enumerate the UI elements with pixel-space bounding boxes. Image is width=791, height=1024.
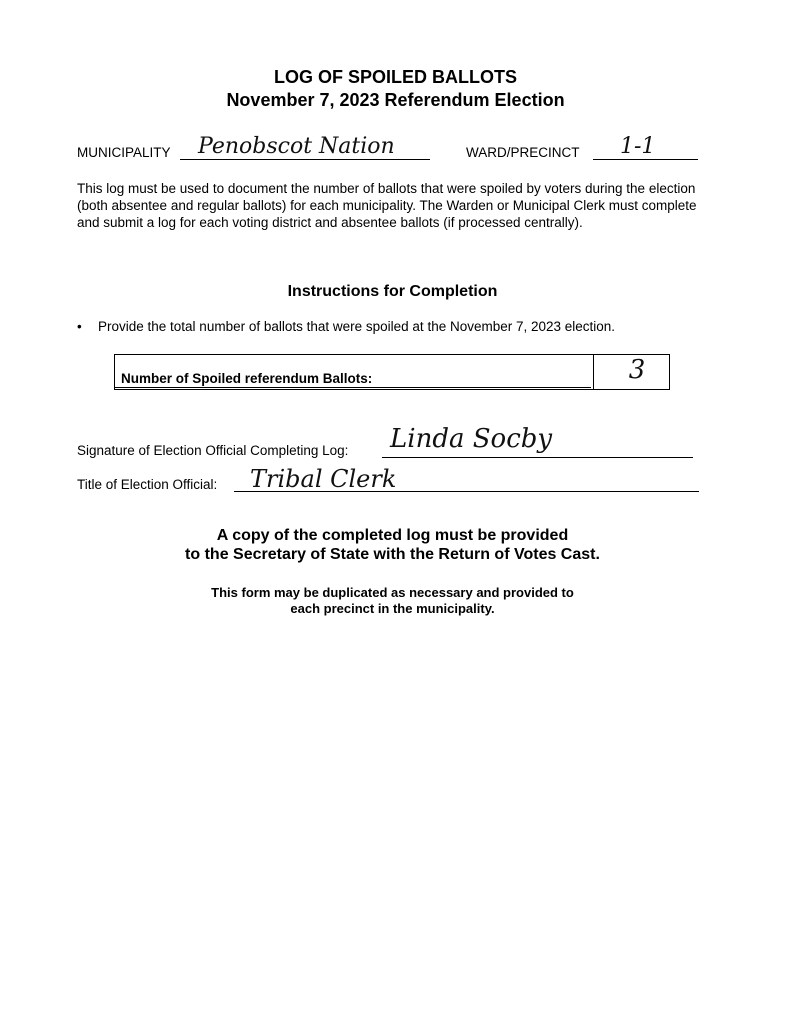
official-title-value[interactable]: Tribal Clerk	[250, 465, 397, 493]
ward-label: WARD/PRECINCT	[466, 145, 580, 160]
intro-paragraph: This log must be used to document the number of ballots that were spoiled by voters during the election (both absentee and regular ballots) for each municipality. The Warden or Municipal Clerk must complete and submit a log for each voting district and absentee ballots (if processed centrally).	[77, 181, 697, 230]
bullet-icon: •	[77, 319, 82, 334]
spoiled-ballots-label: Number of Spoiled referendum Ballots:	[121, 371, 373, 386]
ward-value[interactable]: 1-1	[620, 134, 656, 159]
spoiled-ballots-value[interactable]: 3	[628, 355, 646, 385]
municipality-label: MUNICIPALITY	[77, 145, 171, 160]
ward-line	[593, 159, 698, 160]
municipality-line	[180, 159, 430, 160]
spoiled-ballots-underline	[115, 387, 591, 388]
signature-line	[382, 457, 693, 458]
official-title-label: Title of Election Official:	[77, 477, 218, 492]
box-divider	[593, 355, 594, 389]
form-subtitle: November 7, 2023 Referendum Election	[226, 90, 565, 110]
municipality-value[interactable]: Penobscot Nation	[198, 134, 395, 159]
spoiled-ballots-box	[114, 354, 670, 390]
signature-value[interactable]: Linda Socby	[390, 424, 553, 454]
instructions-heading: Instructions for Completion	[287, 283, 498, 300]
footer-note-line-2: each precinct in the municipality.	[290, 601, 495, 616]
signature-label: Signature of Election Official Completing Log:	[77, 443, 349, 458]
form-title: LOG OF SPOILED BALLOTS	[274, 67, 517, 87]
notice-line-1: A copy of the completed log must be provided	[216, 527, 569, 544]
instruction-item: Provide the total number of ballots that were spoiled at the November 7, 2023 election.	[98, 319, 616, 334]
footer-note-line-1: This form may be duplicated as necessary and provided to	[211, 585, 574, 600]
notice-line-2: to the Secretary of State with the Return of Votes Cast.	[185, 546, 600, 563]
